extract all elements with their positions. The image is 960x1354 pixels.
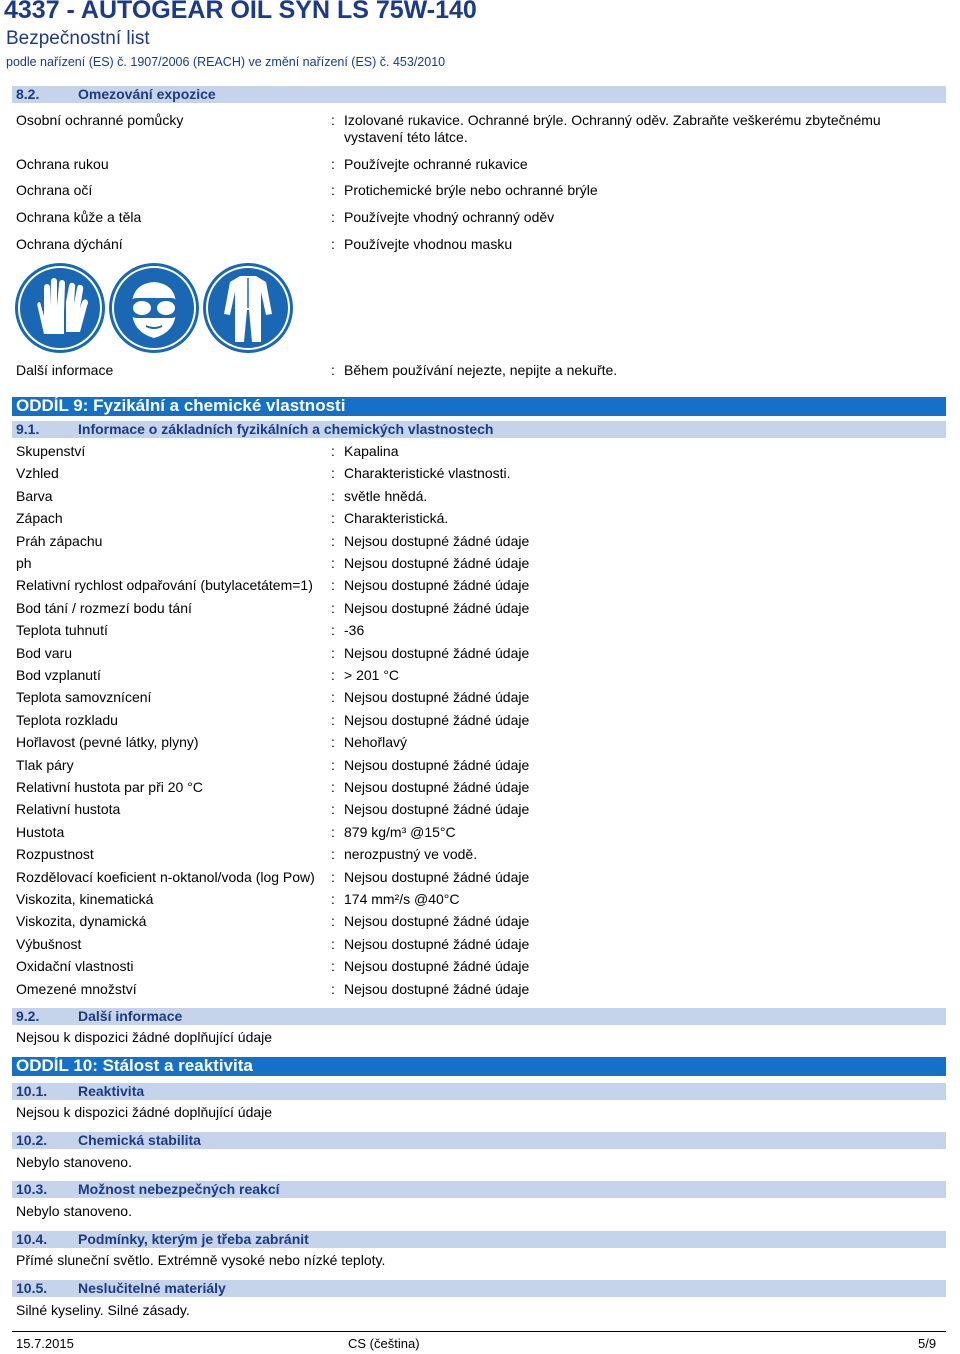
- subsection-number: 9.2.: [16, 1008, 40, 1024]
- property-value: Nejsou dostupné žádné údaje: [344, 779, 530, 795]
- property-value: Nejsou dostupné žádné údaje: [344, 981, 530, 997]
- subsection-10-3-bar: [12, 1181, 946, 1198]
- property-row: Osobní ochranné pomůcky : Izolované rukavice. Ochranné brýle. Ochranný oděv. Zabraňte veškerému zbytečnému: [16, 112, 881, 128]
- property-row: Práh zápachu : Nejsou dostupné žádné údaje: [16, 533, 530, 549]
- property-value: Charakteristické vlastnosti.: [344, 465, 511, 481]
- gloves-icon: [14, 262, 106, 354]
- property-name: Ochrana očí: [16, 182, 93, 198]
- property-value: Nejsou dostupné žádné údaje: [344, 689, 530, 705]
- subsection-text: Nejsou k dispozici žádné doplňující údaje: [16, 1104, 273, 1120]
- subsection-number: 10.1.: [16, 1083, 48, 1099]
- property-name: Vzhled: [16, 465, 59, 481]
- property-row: Hustota : 879 kg/m³ @15°C: [16, 824, 456, 840]
- property-row: Ochrana rukou : Používejte ochranné rukavice: [16, 156, 528, 172]
- subsection-number: 8.2.: [16, 86, 40, 102]
- property-name: Relativní hustota par při 20 °C: [16, 779, 203, 795]
- subsection-number: 9.1.: [16, 421, 40, 437]
- subsection-8-2-bar: [12, 86, 946, 103]
- subsection-9-1-bar: [12, 421, 946, 438]
- property-name: Ochrana kůže a těla: [16, 209, 142, 225]
- subsection-label: Podmínky, kterým je třeba zabránit: [78, 1231, 309, 1247]
- property-name: Relativní hustota: [16, 801, 121, 817]
- property-row: Vzhled : Charakteristické vlastnosti.: [16, 465, 511, 481]
- property-row: Omezené množství : Nejsou dostupné žádné údaje: [16, 981, 530, 997]
- property-row: Rozdělovací koeficient n-oktanol/voda (log Pow) : Nejsou dostupné žádné údaje: [16, 869, 530, 885]
- subsection-label: Reaktivita: [78, 1083, 145, 1099]
- property-value: Během používání nejezte, nepijte a nekuřte.: [344, 362, 618, 378]
- property-name: Omezené množství: [16, 981, 137, 997]
- property-name: Tlak páry: [16, 757, 74, 773]
- property-name: Osobní ochranné pomůcky: [16, 112, 184, 128]
- property-row: Bod tání / rozmezí bodu tání : Nejsou dostupné žádné údaje: [16, 600, 530, 616]
- section-10-header: [12, 1057, 946, 1076]
- property-name: Relativní rychlost odpařování (butylacetátem=1): [16, 577, 313, 593]
- property-row: Viskozita, kinematická : 174 mm²/s @40°C: [16, 891, 460, 907]
- footer-divider: [12, 1331, 946, 1332]
- property-name: Hořlavost (pevné látky, plyny): [16, 734, 199, 750]
- property-value: Používejte vhodný ochranný oděv: [344, 209, 555, 225]
- subsection-label: Omezování expozice: [78, 86, 216, 102]
- regulation-line: podle nařízení (ES) č. 1907/2006 (REACH) ve změní nařízení (ES) č. 453/2010: [6, 55, 446, 69]
- property-row: Bod vzplanutí : > 201 °C: [16, 667, 400, 683]
- protective-suit-icon: [202, 262, 294, 354]
- property-name: Teplota samovznícení: [16, 689, 152, 705]
- property-value: Nehořlavý: [344, 734, 408, 750]
- section-title: ODDÍL 10: Stálost a reaktivita: [16, 1056, 253, 1075]
- footer-language: CS (čeština): [348, 1336, 420, 1351]
- property-value: Nejsou dostupné žádné údaje: [344, 577, 530, 593]
- document-subtitle: Bezpečnostní list: [6, 28, 150, 49]
- property-name: Teplota tuhnutí: [16, 622, 108, 638]
- property-name: ph: [16, 555, 32, 571]
- property-row: Bod varu : Nejsou dostupné žádné údaje: [16, 645, 530, 661]
- property-value: Protichemické brýle nebo ochranné brýle: [344, 182, 598, 198]
- subsection-label: Informace o základních fyzikálních a chemických vlastnostech: [78, 421, 494, 437]
- property-name: Oxidační vlastnosti: [16, 958, 134, 974]
- property-name: Bod varu: [16, 645, 73, 661]
- subsection-10-2-bar: [12, 1132, 946, 1149]
- goggles-icon: [108, 262, 200, 354]
- subsection-number: 10.4.: [16, 1231, 48, 1247]
- property-name: Bod tání / rozmezí bodu tání: [16, 600, 192, 616]
- property-name: Ochrana dýchání: [16, 236, 123, 252]
- property-row: Relativní hustota : Nejsou dostupné žádné údaje: [16, 801, 530, 817]
- document-title: 4337 - AUTOGEAR OIL SYN LS 75W-140: [4, 0, 477, 24]
- subsection-label: Možnost nebezpečných reakcí: [78, 1181, 280, 1197]
- property-name: Práh zápachu: [16, 533, 103, 549]
- property-value: Používejte vhodnou masku: [344, 236, 513, 252]
- property-row-continuation: [16, 129, 946, 149]
- property-row: Výbušnost : Nejsou dostupné žádné údaje: [16, 936, 530, 952]
- property-row: Tlak páry : Nejsou dostupné žádné údaje: [16, 757, 530, 773]
- property-name: Viskozita, dynamická: [16, 913, 147, 929]
- property-value: Nejsou dostupné žádné údaje: [344, 533, 530, 549]
- subsection-text: Přímé sluneční světlo. Extrémně vysoké nebo nízké teploty.: [16, 1252, 386, 1268]
- property-row: Zápach : Charakteristická.: [16, 510, 449, 526]
- property-value: > 201 °C: [344, 667, 400, 683]
- subsection-10-4-bar: [12, 1231, 946, 1248]
- property-row: Další informace : Během používání nejezte, nepijte a nekuřte.: [16, 362, 618, 378]
- section-9-header: [12, 397, 946, 416]
- property-value: Nejsou dostupné žádné údaje: [344, 801, 530, 817]
- property-value: Izolované rukavice. Ochranné brýle. Ochranný oděv. Zabraňte veškerému zbytečnému: [344, 112, 881, 128]
- subsection-number: 10.5.: [16, 1280, 48, 1296]
- property-value: Nejsou dostupné žádné údaje: [344, 869, 530, 885]
- property-row: ph : Nejsou dostupné žádné údaje: [16, 555, 530, 571]
- property-name: Výbušnost: [16, 936, 82, 952]
- subsection-10-1-bar: [12, 1083, 946, 1100]
- property-name: Rozdělovací koeficient n-oktanol/voda (log Pow): [16, 869, 315, 885]
- property-value: Nejsou dostupné žádné údaje: [344, 555, 530, 571]
- property-value: světle hnědá.: [344, 488, 428, 504]
- property-value: Nejsou dostupné žádné údaje: [344, 712, 530, 728]
- property-value: Nejsou dostupné žádné údaje: [344, 936, 530, 952]
- property-row: Ochrana očí : Protichemické brýle nebo ochranné brýle: [16, 182, 598, 198]
- property-value: 174 mm²/s @40°C: [344, 891, 460, 907]
- property-row: Skupenství : Kapalina: [16, 443, 399, 459]
- property-name: Barva: [16, 488, 53, 504]
- property-name: Rozpustnost: [16, 846, 94, 862]
- property-value: Nejsou dostupné žádné údaje: [344, 958, 530, 974]
- property-value: Nejsou dostupné žádné údaje: [344, 913, 530, 929]
- subsection-label: Další informace: [78, 1008, 183, 1024]
- property-row: Barva : světle hnědá.: [16, 488, 428, 504]
- footer-page-number: 5/9: [918, 1336, 937, 1351]
- property-value: Nejsou dostupné žádné údaje: [344, 600, 530, 616]
- property-name: Bod vzplanutí: [16, 667, 101, 683]
- property-name: Hustota: [16, 824, 65, 840]
- subsection-10-5-bar: [12, 1280, 946, 1297]
- property-value: -36: [344, 622, 365, 638]
- property-value: nerozpustný ve vodě.: [344, 846, 478, 862]
- property-row: Ochrana dýchání : Používejte vhodnou masku: [16, 236, 513, 252]
- property-row: Hořlavost (pevné látky, plyny) : Nehořlavý: [16, 734, 408, 750]
- property-row: Oxidační vlastnosti : Nejsou dostupné žádné údaje: [16, 958, 530, 974]
- property-name: Zápach: [16, 510, 63, 526]
- property-name: Ochrana rukou: [16, 156, 109, 172]
- subsection-label: Neslučitelné materiály: [78, 1280, 226, 1296]
- property-row: Relativní hustota par při 20 °C : Nejsou dostupné žádné údaje: [16, 779, 530, 795]
- property-row: Rozpustnost : nerozpustný ve vodě.: [16, 846, 478, 862]
- property-value: Používejte ochranné rukavice: [344, 156, 528, 172]
- property-name: Skupenství: [16, 443, 86, 459]
- subsection-text: Silné kyseliny. Silné zásady.: [16, 1302, 190, 1318]
- subsection-label: Chemická stabilita: [78, 1132, 201, 1148]
- property-value-continuation: vystavení této látce.: [344, 129, 468, 145]
- subsection-text: Nejsou k dispozici žádné doplňující údaje: [16, 1029, 273, 1045]
- property-row: Teplota rozkladu : Nejsou dostupné žádné údaje: [16, 712, 530, 728]
- property-value: Charakteristická.: [344, 510, 449, 526]
- property-row: Viskozita, dynamická : Nejsou dostupné žádné údaje: [16, 913, 530, 929]
- property-row: Teplota tuhnutí : -36: [16, 622, 365, 638]
- property-name: Teplota rozkladu: [16, 712, 118, 728]
- subsection-number: 10.2.: [16, 1132, 48, 1148]
- property-value: Nejsou dostupné žádné údaje: [344, 757, 530, 773]
- footer-date: 15.7.2015: [16, 1336, 74, 1351]
- subsection-9-2-bar: [12, 1008, 946, 1025]
- property-name: Viskozita, kinematická: [16, 891, 154, 907]
- property-row: Ochrana kůže a těla : Používejte vhodný ochranný oděv: [16, 209, 555, 225]
- property-value: 879 kg/m³ @15°C: [344, 824, 456, 840]
- subsection-number: 10.3.: [16, 1181, 48, 1197]
- property-value: Nejsou dostupné žádné údaje: [344, 645, 530, 661]
- subsection-text: Nebylo stanoveno.: [16, 1203, 132, 1219]
- property-value: Kapalina: [344, 443, 399, 459]
- subsection-text: Nebylo stanoveno.: [16, 1154, 132, 1170]
- property-row: Relativní rychlost odpařování (butylacetátem=1) : Nejsou dostupné žádné údaje: [16, 577, 530, 593]
- property-name: Další informace: [16, 362, 114, 378]
- property-row: Teplota samovznícení : Nejsou dostupné žádné údaje: [16, 689, 530, 705]
- section-title: ODDÍL 9: Fyzikální a chemické vlastnosti: [16, 396, 346, 415]
